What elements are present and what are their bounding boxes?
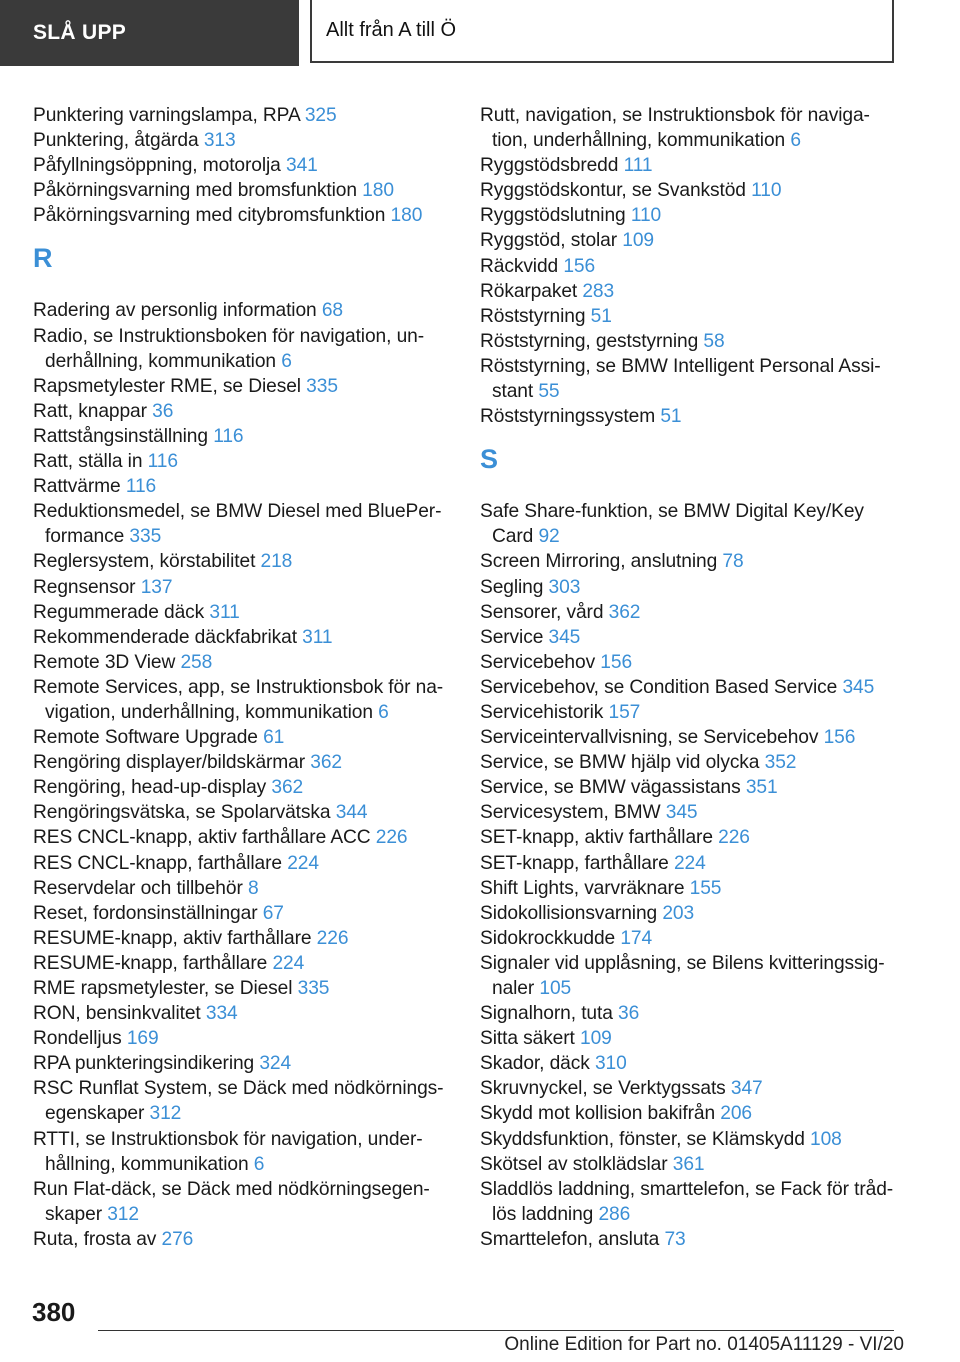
index-entry-text: Sitta säkert: [480, 1028, 575, 1050]
index-entry-text: Rökarpaket: [480, 280, 578, 302]
page-reference-link[interactable]: 324: [259, 1053, 292, 1075]
page-reference-link[interactable]: 157: [608, 701, 641, 723]
page-reference-link[interactable]: 218: [260, 551, 293, 573]
index-entry: [480, 1127, 900, 1152]
page-reference-link[interactable]: 61: [263, 727, 285, 749]
index-entry: [33, 1227, 453, 1252]
index-entry: [33, 725, 453, 750]
index-entry: [33, 1076, 453, 1126]
index-entry-text: Radering av personlig information: [33, 300, 317, 322]
index-entry: [33, 324, 453, 374]
page-reference-link[interactable]: 109: [580, 1028, 612, 1050]
index-entry-text: Ryggstöd, stolar: [480, 230, 618, 252]
page-reference-link[interactable]: 283: [582, 280, 615, 302]
index-entry: [480, 650, 900, 675]
page-reference-link[interactable]: 361: [672, 1153, 705, 1175]
index-entry: [480, 1026, 900, 1051]
index-entry-text: Punktering, åtgärda: [33, 130, 199, 152]
index-entry: [33, 1051, 453, 1076]
index-entry-text: Skyddsfunktion, fönster, se Klämskydd: [480, 1128, 805, 1150]
index-section-letter: S: [480, 444, 499, 475]
page-reference-link[interactable]: 345: [842, 676, 875, 698]
index-entry-text: Rengöringsvätska, se Spolarvätska: [33, 802, 331, 824]
index-entry: [33, 298, 453, 323]
section-label: SLÅ UPP: [33, 21, 127, 44]
page-reference-link[interactable]: 303: [548, 576, 581, 598]
index-entry-text: Service: [480, 626, 544, 648]
page-reference-link[interactable]: 345: [665, 802, 698, 824]
index-entry: [33, 926, 453, 951]
index-entry: [480, 304, 900, 329]
index-entry-text: Påkörningsvarning med citybromsfunktion: [33, 205, 386, 227]
index-entry: [480, 825, 900, 850]
page-reference-link[interactable]: 335: [306, 375, 338, 397]
chapter-title-box: [310, 0, 894, 63]
index-entry: [480, 800, 900, 825]
index-entry-text: RES CNCL-knapp, farthållare: [33, 852, 282, 874]
index-entry-text: Punktering varningslampa, RPA: [33, 105, 300, 126]
index-entry-text: RES CNCL-knapp, aktiv farthållare ACC: [33, 827, 371, 849]
edition-note: Online Edition for Part no. 01405A11129 - VI/20: [504, 1334, 904, 1355]
page-reference-link[interactable]: 58: [703, 330, 725, 352]
index-entry: [33, 449, 453, 474]
index-entry: [480, 228, 900, 253]
index-entry-text: Signalhorn, tuta: [480, 1003, 613, 1025]
page-reference-link[interactable]: 224: [272, 952, 305, 974]
page-number: 380: [32, 1297, 76, 1327]
index-entry-text: Servicebehov, se Condition Based Service: [480, 676, 838, 698]
index-entry: [480, 1177, 900, 1227]
index-entry: [480, 901, 900, 926]
index-entry-text: Ryggstödskontur, se Svankstöd: [480, 180, 746, 202]
page-reference-link[interactable]: 226: [375, 827, 408, 849]
index-entry: [480, 951, 900, 1001]
index-entry-text: Remote Software Upgrade: [33, 727, 258, 749]
index-entry: [33, 153, 453, 178]
index-entry-text: Skydd mot kollision bakifrån: [480, 1103, 716, 1125]
index-entry: [33, 600, 453, 625]
index-entry: [33, 800, 453, 825]
index-entry: [33, 575, 453, 600]
index-entry: [33, 625, 453, 650]
page-reference-link[interactable]: 312: [107, 1203, 139, 1225]
index-entry-text: Rondelljus: [33, 1028, 122, 1050]
index-entry: [33, 128, 453, 153]
page-reference-link[interactable]: 156: [600, 651, 633, 673]
page-reference-link[interactable]: 335: [297, 978, 330, 999]
index-entry-text: Rattstångsinställning: [33, 425, 208, 447]
index-entry: [33, 399, 453, 424]
page-reference-link[interactable]: 362: [271, 777, 304, 799]
page-reference-link[interactable]: 116: [125, 476, 157, 498]
index-entry-text: Smarttelefon, ansluta: [480, 1228, 660, 1250]
page-reference-link[interactable]: 311: [302, 626, 333, 648]
index-section-letter: R: [33, 243, 53, 274]
index-entry: [33, 675, 453, 725]
page-reference-link[interactable]: 6: [253, 1153, 265, 1175]
index-entry-text: Service, se BMW vägassistans: [480, 777, 741, 799]
index-entry: [480, 625, 900, 650]
page-reference-link[interactable]: 313: [203, 130, 236, 152]
index-entry: [33, 851, 453, 876]
page-reference-link[interactable]: 92: [538, 526, 560, 548]
index-entry: [33, 1127, 453, 1177]
index-entry-text: RSC Runflat System, se Däck med nödkörnings-egenskaper: [33, 1078, 444, 1125]
page-reference-link[interactable]: 156: [563, 255, 596, 277]
index-entry-text: Reglersystem, körstabilitet: [33, 551, 256, 573]
page-reference-link[interactable]: 276: [161, 1228, 194, 1250]
page-reference-link[interactable]: 286: [598, 1203, 631, 1225]
index-entry-text: Sidokollisionsvarning: [480, 902, 658, 924]
index-entry: [33, 474, 453, 499]
index-entry: [33, 976, 453, 1001]
index-entry: [33, 1001, 453, 1026]
index-entry: [480, 254, 900, 279]
page-reference-link[interactable]: 55: [538, 381, 560, 403]
index-entry-text: Screen Mirroring, anslutning: [480, 551, 718, 573]
index-entry: [33, 1177, 453, 1227]
index-entry-text: Rutt, navigation, se Instruktionsbok för naviga-tion, underhållning, kommunikation: [480, 105, 870, 152]
index-entry: [33, 901, 453, 926]
index-entry: [480, 600, 900, 625]
page-reference-link[interactable]: 51: [590, 305, 612, 327]
index-entry: [480, 750, 900, 775]
page-reference-link[interactable]: 6: [790, 130, 801, 152]
index-entry-text: Regnsensor: [33, 576, 136, 598]
page-reference-link[interactable]: 362: [310, 752, 342, 774]
index-entry-text: Skador, däck: [480, 1053, 590, 1075]
index-entry: [33, 549, 453, 574]
index-entry-text: Röststyrning: [480, 305, 586, 327]
index-entry-text: Reservdelar och tillbehör: [33, 877, 243, 899]
page-reference-link[interactable]: 203: [662, 902, 695, 924]
footer-divider: [98, 1330, 894, 1331]
index-entry: [480, 549, 900, 574]
index-entry-text: RESUME-knapp, farthållare: [33, 952, 268, 974]
page-reference-link[interactable]: 36: [618, 1003, 640, 1025]
index-entry-text: Rengöring displayer/bildskärmar: [33, 752, 306, 774]
index-column-right: [480, 103, 900, 1252]
index-entry: [480, 404, 900, 429]
index-entry: [480, 851, 900, 876]
index-entry-text: SET-knapp, farthållare: [480, 852, 669, 874]
page-reference-link[interactable]: 180: [362, 180, 394, 202]
page-reference-link[interactable]: 352: [764, 752, 797, 774]
page-reference-link[interactable]: 334: [205, 1003, 238, 1025]
page-reference-link[interactable]: 341: [286, 155, 318, 177]
index-entry-text: RPA punkteringsindikering: [33, 1053, 255, 1075]
index-entry-text: RME rapsmetylester, se Diesel: [33, 978, 293, 999]
index-entry-text: Rattvärme: [33, 476, 121, 498]
index-entry: [33, 650, 453, 675]
index-entry-text: Serviceintervallvisning, se Servicebehov: [480, 727, 819, 749]
index-entry: [480, 1051, 900, 1076]
page-reference-link[interactable]: 73: [664, 1228, 686, 1250]
index-entry-text: Sladdlös laddning, smarttelefon, se Fack för tråd-lös laddning: [480, 1178, 894, 1225]
index-entry: [33, 203, 453, 228]
index-entry-text: Segling: [480, 576, 544, 598]
index-entry: [480, 1227, 900, 1252]
index-entry: [33, 775, 453, 800]
index-entry: [33, 825, 453, 850]
page-reference-link[interactable]: 174: [620, 927, 653, 949]
index-entry-text: Servicesystem, BMW: [480, 802, 661, 824]
page-reference-link[interactable]: 311: [209, 601, 240, 623]
index-entry: [480, 103, 900, 153]
index-entry: [480, 178, 900, 203]
index-entry-text: RON, bensinkvalitet: [33, 1003, 201, 1025]
page-reference-link[interactable]: 8: [247, 877, 259, 899]
index-entry: [33, 374, 453, 399]
page-reference-link[interactable]: 105: [539, 978, 572, 999]
page-reference-link[interactable]: 116: [213, 425, 244, 447]
page-reference-link[interactable]: 78: [722, 551, 744, 573]
index-entry: [480, 329, 900, 354]
index-entry-text: RTTI, se Instruktionsbok för navigation, under-hållning, kommunikation: [33, 1128, 423, 1175]
index-entry-text: Ryggstödsbredd: [480, 155, 619, 177]
index-entry-text: Remote 3D View: [33, 651, 176, 673]
page-reference-link[interactable]: 310: [594, 1053, 627, 1075]
page-reference-link[interactable]: 351: [745, 777, 778, 799]
index-entry: [480, 203, 900, 228]
index-entry: [480, 725, 900, 750]
index-entry-text: Röststyrningssystem: [480, 406, 656, 428]
page-reference-link[interactable]: 116: [147, 451, 178, 473]
page-reference-link[interactable]: 51: [660, 406, 682, 428]
index-entry-text: Sensorer, vård: [480, 601, 604, 623]
index-entry-text: Ratt, ställa in: [33, 451, 143, 473]
page-reference-link[interactable]: 180: [390, 205, 423, 227]
index-entry-text: Regummerade däck: [33, 601, 205, 623]
index-entry-text: Servicebehov: [480, 651, 596, 673]
page-reference-link[interactable]: 68: [321, 300, 343, 322]
index-entry-text: Ryggstödslutning: [480, 205, 626, 227]
index-entry-text: RESUME-knapp, aktiv farthållare: [33, 927, 312, 949]
page-reference-link[interactable]: 110: [751, 180, 782, 202]
index-entry-text: Röststyrning, geststyrning: [480, 330, 699, 352]
index-entry: [33, 103, 453, 128]
index-entry: [480, 354, 900, 404]
index-entry-text: Skruvnyckel, se Verktygssats: [480, 1078, 726, 1100]
index-entry: [480, 1076, 900, 1101]
index-entry: [33, 424, 453, 449]
index-entry: [480, 675, 900, 700]
index-entry: [480, 1101, 900, 1126]
index-entry: [480, 926, 900, 951]
index-entry-text: Radio, se Instruktionsboken för navigation, un-derhållning, kommunikation: [33, 325, 425, 372]
page-reference-link[interactable]: 6: [281, 350, 292, 372]
page-reference-link[interactable]: 111: [623, 155, 653, 177]
index-entry: [480, 1152, 900, 1177]
index-entry-text: Reset, fordonsinställningar: [33, 902, 258, 924]
index-entry-text: Servicehistorik: [480, 701, 604, 723]
index-entry-text: Rengöring, head-up-display: [33, 777, 267, 799]
index-entry-text: Remote Services, app, se Instruktionsbok för na-vigation, underhållning, kommunikation: [33, 676, 444, 723]
page-reference-link[interactable]: 36: [152, 400, 174, 422]
index-entry: [480, 499, 900, 549]
page-reference-link[interactable]: 155: [689, 877, 722, 899]
index-column-left: [33, 103, 453, 1252]
index-entry: [33, 876, 453, 901]
page-reference-link[interactable]: 226: [316, 927, 349, 949]
page-reference-link[interactable]: 362: [608, 601, 641, 623]
index-entry-text: Sidokrockkudde: [480, 927, 616, 949]
index-entry-text: Safe Share-funktion, se BMW Digital Key/Key Card: [480, 501, 864, 548]
index-entry-text: Signaler vid upplåsning, se Bilens kvitteringssig-naler: [480, 952, 885, 999]
index-entry-text: Ratt, knappar: [33, 400, 147, 422]
page-reference-link[interactable]: 109: [622, 230, 654, 252]
index-entry-text: Rekommenderade däckfabrikat: [33, 626, 297, 648]
page-reference-link[interactable]: 6: [378, 701, 389, 723]
index-entry: [480, 279, 900, 304]
index-entry-text: Run Flat-däck, se Däck med nödkörningsegen-skaper: [33, 1178, 430, 1225]
page-reference-link[interactable]: 137: [140, 576, 173, 598]
index-entry: [480, 153, 900, 178]
page-reference-link[interactable]: 110: [630, 205, 662, 227]
index-entry-text: Röststyrning, se BMW Intelligent Personal Assi-stant: [480, 355, 881, 403]
index-entry-text: Ruta, frosta av: [33, 1228, 157, 1250]
index-entry: [33, 499, 453, 549]
page-header: [0, 0, 960, 66]
page-reference-link[interactable]: 345: [548, 626, 581, 648]
page-reference-link[interactable]: 108: [810, 1128, 842, 1150]
section-tab: [0, 0, 299, 66]
page-reference-link[interactable]: 206: [720, 1103, 752, 1125]
index-entry-text: Påkörningsvarning med bromsfunktion: [33, 180, 357, 202]
index-entry-text: Reduktionsmedel, se BMW Diesel med BluePer-formance: [33, 501, 442, 548]
index-entry-text: Påfyllningsöppning, motorolja: [33, 155, 281, 177]
index-entry: [480, 575, 900, 600]
page-reference-link[interactable]: 258: [180, 651, 213, 673]
index-entry: [480, 775, 900, 800]
index-entry-text: Skötsel av stolklädslar: [480, 1153, 668, 1175]
page-reference-link[interactable]: 224: [673, 852, 706, 874]
page-reference-link[interactable]: 344: [335, 802, 368, 824]
index-entry-text: Service, se BMW hjälp vid olycka: [480, 752, 760, 774]
page-reference-link[interactable]: 325: [304, 105, 337, 126]
page-reference-link[interactable]: 335: [129, 526, 162, 548]
index-entry: [33, 951, 453, 976]
index-entry-text: Räckvidd: [480, 255, 559, 277]
page-reference-link[interactable]: 347: [730, 1078, 763, 1100]
index-entry: [480, 1001, 900, 1026]
index-entry-text: Shift Lights, varvräknare: [480, 877, 685, 899]
index-entry: [480, 876, 900, 901]
page-reference-link[interactable]: 226: [718, 827, 750, 849]
index-entry-text: Rapsmetylester RME, se Diesel: [33, 375, 301, 397]
page-reference-link[interactable]: 312: [149, 1103, 182, 1125]
page-reference-link[interactable]: 156: [823, 727, 856, 749]
page-reference-link[interactable]: 67: [262, 902, 284, 924]
index-entry: [480, 700, 900, 725]
page-reference-link[interactable]: 169: [126, 1028, 159, 1050]
index-entry: [33, 178, 453, 203]
page-reference-link[interactable]: 224: [287, 852, 319, 874]
index-entry-text: SET-knapp, aktiv farthållare: [480, 827, 713, 849]
index-entry: [33, 750, 453, 775]
chapter-title: Allt från A till Ö: [326, 19, 457, 41]
index-entry: [33, 1026, 453, 1051]
